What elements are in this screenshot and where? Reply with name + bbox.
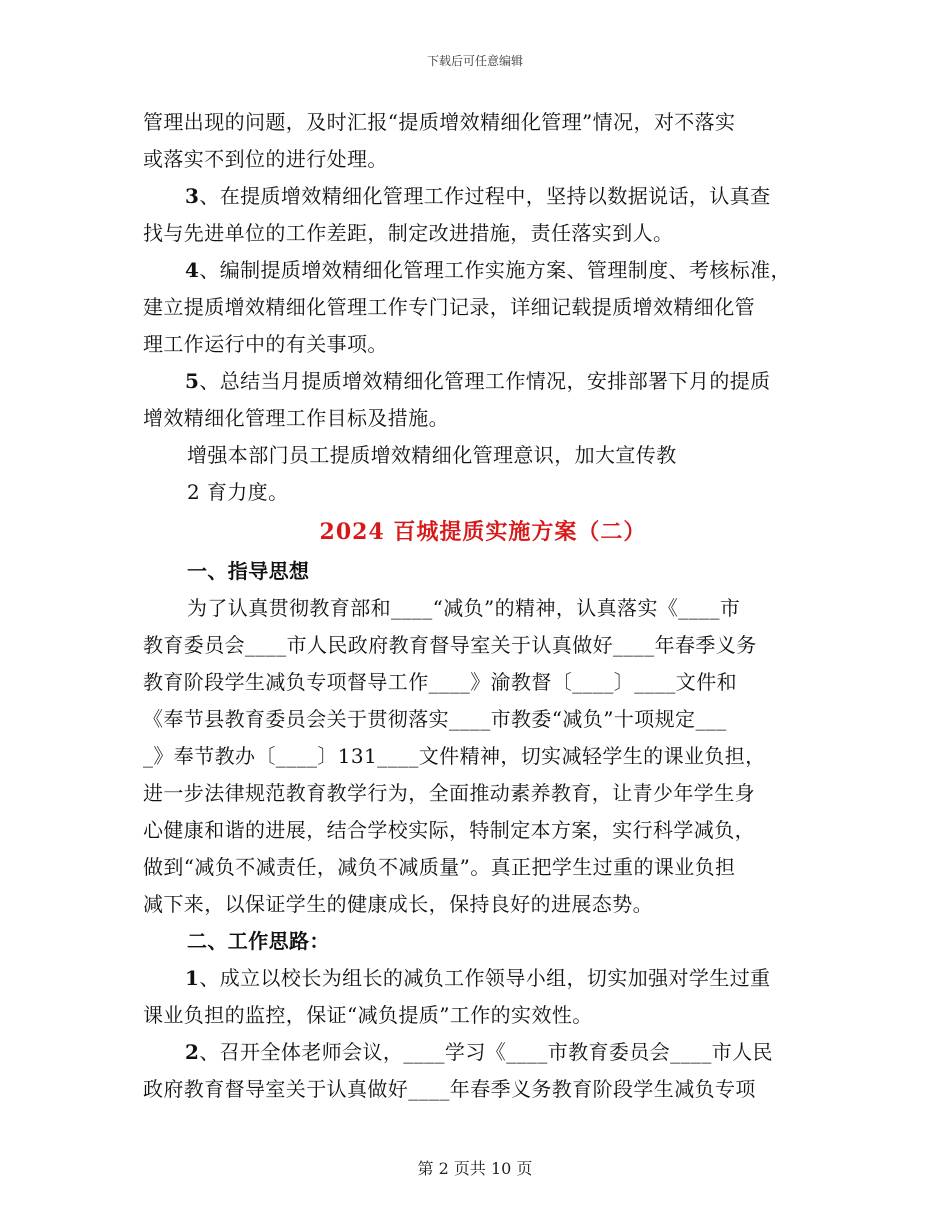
paragraph-line: 找与先进单位的工作差距，制定改进措施，责任落实到人。 [143, 221, 674, 245]
list-item-1 [143, 960, 823, 997]
document-body [143, 104, 823, 1108]
paragraph-line: 课业负担的监控，保证“减负提质”工作的实效性。 [143, 1003, 593, 1027]
list-text: 、编制提质增效精细化管理工作实施方案、管理制度、考核标准， [199, 258, 791, 282]
paragraph-line: 增效精细化管理工作目标及措施。 [143, 406, 449, 430]
paragraph-line: _》奉节教办〔____〕131____文件精神，切实减轻学生的课业负担， [143, 744, 766, 768]
list-text: 、成立以校长为组长的减负工作领导小组，切实加强对学生过重 [199, 966, 771, 990]
list-text: 、总结当月提质增效精细化管理工作情况，安排部署下月的提质 [199, 369, 771, 393]
section-heading: 二、工作思路： [187, 929, 330, 953]
paragraph-line: 建立提质增效精细化管理工作专门记录，详细记载提质增效精细化管 [143, 295, 755, 319]
section-heading: 一、指导思想 [187, 559, 310, 583]
list-item-2 [143, 1034, 823, 1071]
list-number: 1 [185, 966, 200, 990]
list-number: 5 [185, 369, 200, 393]
list-item-5 [143, 363, 823, 400]
document-title: 2024 百城提质实施方案（二） [319, 519, 647, 545]
list-number: 3 [185, 184, 200, 208]
page-footer: 第 2 页共 10 页 [417, 1159, 533, 1178]
list-number: 2 [185, 1040, 200, 1064]
paragraph-line: 政府教育督导室关于认真做好____年春季义务教育阶段学生减负专项 [143, 1077, 756, 1101]
list-text: 、在提质增效精细化管理工作过程中，坚持以数据说话，认真查 [199, 184, 771, 208]
paragraph-line: 增强本部门员工提质增效精细化管理意识，加大宣传教 [187, 443, 677, 467]
list-item-3 [143, 178, 823, 215]
paragraph-line: 或落实不到位的进行处理。 [143, 147, 388, 171]
paragraph-line: 教育阶段学生减负专项督导工作____》渝教督〔____〕____文件和 [143, 670, 737, 694]
paragraph-line: 教育委员会____市人民政府教育督导室关于认真做好____年春季义务 [143, 633, 757, 657]
paragraph-line: 做到“减负不减责任，减负不减质量”。真正把学生过重的课业负担 [143, 855, 736, 879]
paragraph-line: 理工作运行中的有关事项。 [143, 332, 388, 356]
list-item-4 [143, 252, 823, 289]
paragraph-line: 进一步法律规范教育教学行为，全面推动素养教育，让青少年学生身 [143, 781, 755, 805]
paragraph-line: 《奉节县教育委员会关于贯彻落实____市教委“减负”十项规定___ [143, 707, 727, 731]
list-number: 4 [185, 258, 200, 282]
list-text: 、召开全体老师会议，____学习《____市教育委员会____市人民 [199, 1040, 773, 1064]
paragraph-line: 为了认真贯彻教育部和____“减负”的精神，认真落实《____市 [187, 596, 741, 620]
paragraph-line: 管理出现的问题，及时汇报“提质增效精细化管理”情况，对不落实 [143, 110, 736, 134]
paragraph-line: 心健康和谐的进展，结合学校实际，特制定本方案，实行科学减负， [143, 818, 755, 842]
paragraph-line: 2 育力度。 [187, 480, 289, 504]
paragraph-line: 减下来，以保证学生的健康成长，保持良好的进展态势。 [143, 892, 653, 916]
page-header: 下载后可任意编辑 [426, 54, 523, 68]
